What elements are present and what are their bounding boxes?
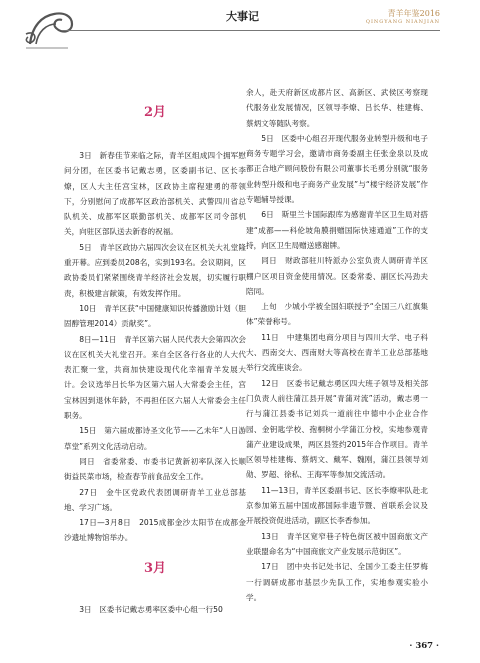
entry-paragraph: 11—13日，青羊区委副书记、区长李燎率队赴北京参加第五届中国成都国际非遗节暨、首联系会议及开展投资促进活动，副区长李香参加。 bbox=[246, 485, 428, 526]
entry-paragraph: 5日 青羊区政协六届四次会议在区机关大礼堂隆重开幕。应到委员208名，实到193名。会议期间，区政协委员们紧紧围绕青羊经济社会发展，切实履行职责，积极建言献策，有效发挥作用。 bbox=[64, 242, 246, 298]
entry-paragraph: 8日—11日 青羊区第六届人民代表大会第四次会议在区机关大礼堂召开。来自全区各行各业的人大代表汇聚一堂，共商加快建设现代化幸福青羊发展大计。会议选举吕长华为区第六届人大常委会主任，宫宝林因到退休年龄，不再担任区六届人大常委会主任职务。 bbox=[64, 334, 246, 421]
entry-paragraph: 6日 斯里兰卡国际跟库为感谢青羊区卫生局对搭建“成都——科伦坡角膜捐赠国际快速通道”工作的支持，向区卫生局赠送感谢牌。 bbox=[246, 210, 428, 250]
entry-paragraph-continued: 余人，赴天府新区成都片区、高新区、武侯区考察现代服务业发展情况，区领导李燎、吕长华、桂建梅、蔡炳文等随队考察。 bbox=[246, 88, 428, 128]
page-number: · 367 · bbox=[409, 641, 439, 651]
month-heading-feb: 2月 bbox=[143, 105, 167, 120]
entry-paragraph: 17日 团中央书记处书记、全国少工委主任罗梅一行调研成都市基层少先队工作，实地参观实验小学。 bbox=[246, 562, 428, 602]
yearbook-header bbox=[366, 9, 440, 25]
entry-paragraph: 11日 中建集团电商分项目与四川大学、电子科大、西南交大、西南财大等高校在青羊工业总部基地举行交流座谈会。 bbox=[246, 332, 428, 373]
entry-paragraph: 同日 财政部驻川特派办公室负责人调研青羊区棚户区项目资金使用情况。区委常委、副区长冯劲夫陪同。 bbox=[246, 256, 428, 296]
entry-paragraph: 上旬 少城小学被全国妇联授予“全国三八红旗集体”荣誉称号。 bbox=[246, 302, 428, 327]
month-heading-mar: 3月 bbox=[143, 560, 167, 576]
entry-paragraph: 同日 省委常委、市委书记黄新初率队深入长顺街益民菜市场，检查春节前食品安全工作。 bbox=[64, 456, 246, 482]
yearbook-title: 青羊年鉴2016 bbox=[387, 9, 440, 18]
entry-paragraph: 15日 第六届成都诗圣文化节——乙未年“人日游草堂”系列文化活动启动。 bbox=[64, 426, 246, 451]
right-column bbox=[246, 85, 428, 605]
yearbook-pinyin: QINGYANG NIANJIAN bbox=[365, 19, 440, 25]
entry-paragraph: 3日 区委书记戴志勇率区委中心组一行50 bbox=[79, 604, 223, 614]
entry-paragraph: 10日 青羊区获“中国健康知识传播激励计划（胆固醇管理2014）贡献奖”。 bbox=[64, 303, 246, 329]
entry-paragraph: 3日 新春佳节来临之际，青羊区组成四个拥军慰问分团，在区委书记戴志勇，区委副书记、区长李燎，区人大主任宫宝林，区政协主席程建勇的带领下，分别慰问了成都军区政治部机关、武警四川省总队机关、成都军区联勤部机关、成都军区司令部机关，向驻区部队送去新春的祝福。 bbox=[64, 151, 246, 237]
entry-paragraph: 5日 区委中心组召开现代服务业转型升级和电子商务专题学习会，邀请市商务委副主任张金泉以及成都正合地产顾问股份有限公司董事长毛勇分别就“服务业转型升级和电子商务产业发展”与“楼宇经济发展”作专题辅导授课。 bbox=[246, 133, 428, 205]
entry-paragraph: 12日 区委书记戴志勇区四大班子领导及相关部门负责人前往蒲江县开展“青蒲对流”活动，戴志勇一行与蒲江县委书记刘兵一道前往中德中小企业合作园、金钥匙学校、孢桐树小学蒲江分校，实地参观青蒲产业建设成果，两区县签约2015年合作项目。青羊区领导桂建梅、蔡炳文、戴军、魏刚，蒲江县领导刘勋、罗超、徐私、王海军等参加交流活动。 bbox=[246, 378, 428, 480]
header-divider bbox=[62, 30, 440, 31]
left-column bbox=[64, 85, 246, 617]
entry-paragraph: 27日 金牛区党政代表团调研青羊工业总部基地、学习广场。 bbox=[64, 487, 246, 512]
entry-paragraph: 13日 青羊区宽窄巷子特色街区被中国商旅文产业联盟命名为“中国商旅文产业发展示范街区”。 bbox=[246, 531, 428, 556]
entry-paragraph: 17日—3月8日 2015成都金沙太阳节在成都金沙遗址博物馆举办。 bbox=[64, 518, 246, 543]
section-title: 大事记 bbox=[226, 10, 259, 23]
header-ornament-icon bbox=[22, 4, 78, 50]
